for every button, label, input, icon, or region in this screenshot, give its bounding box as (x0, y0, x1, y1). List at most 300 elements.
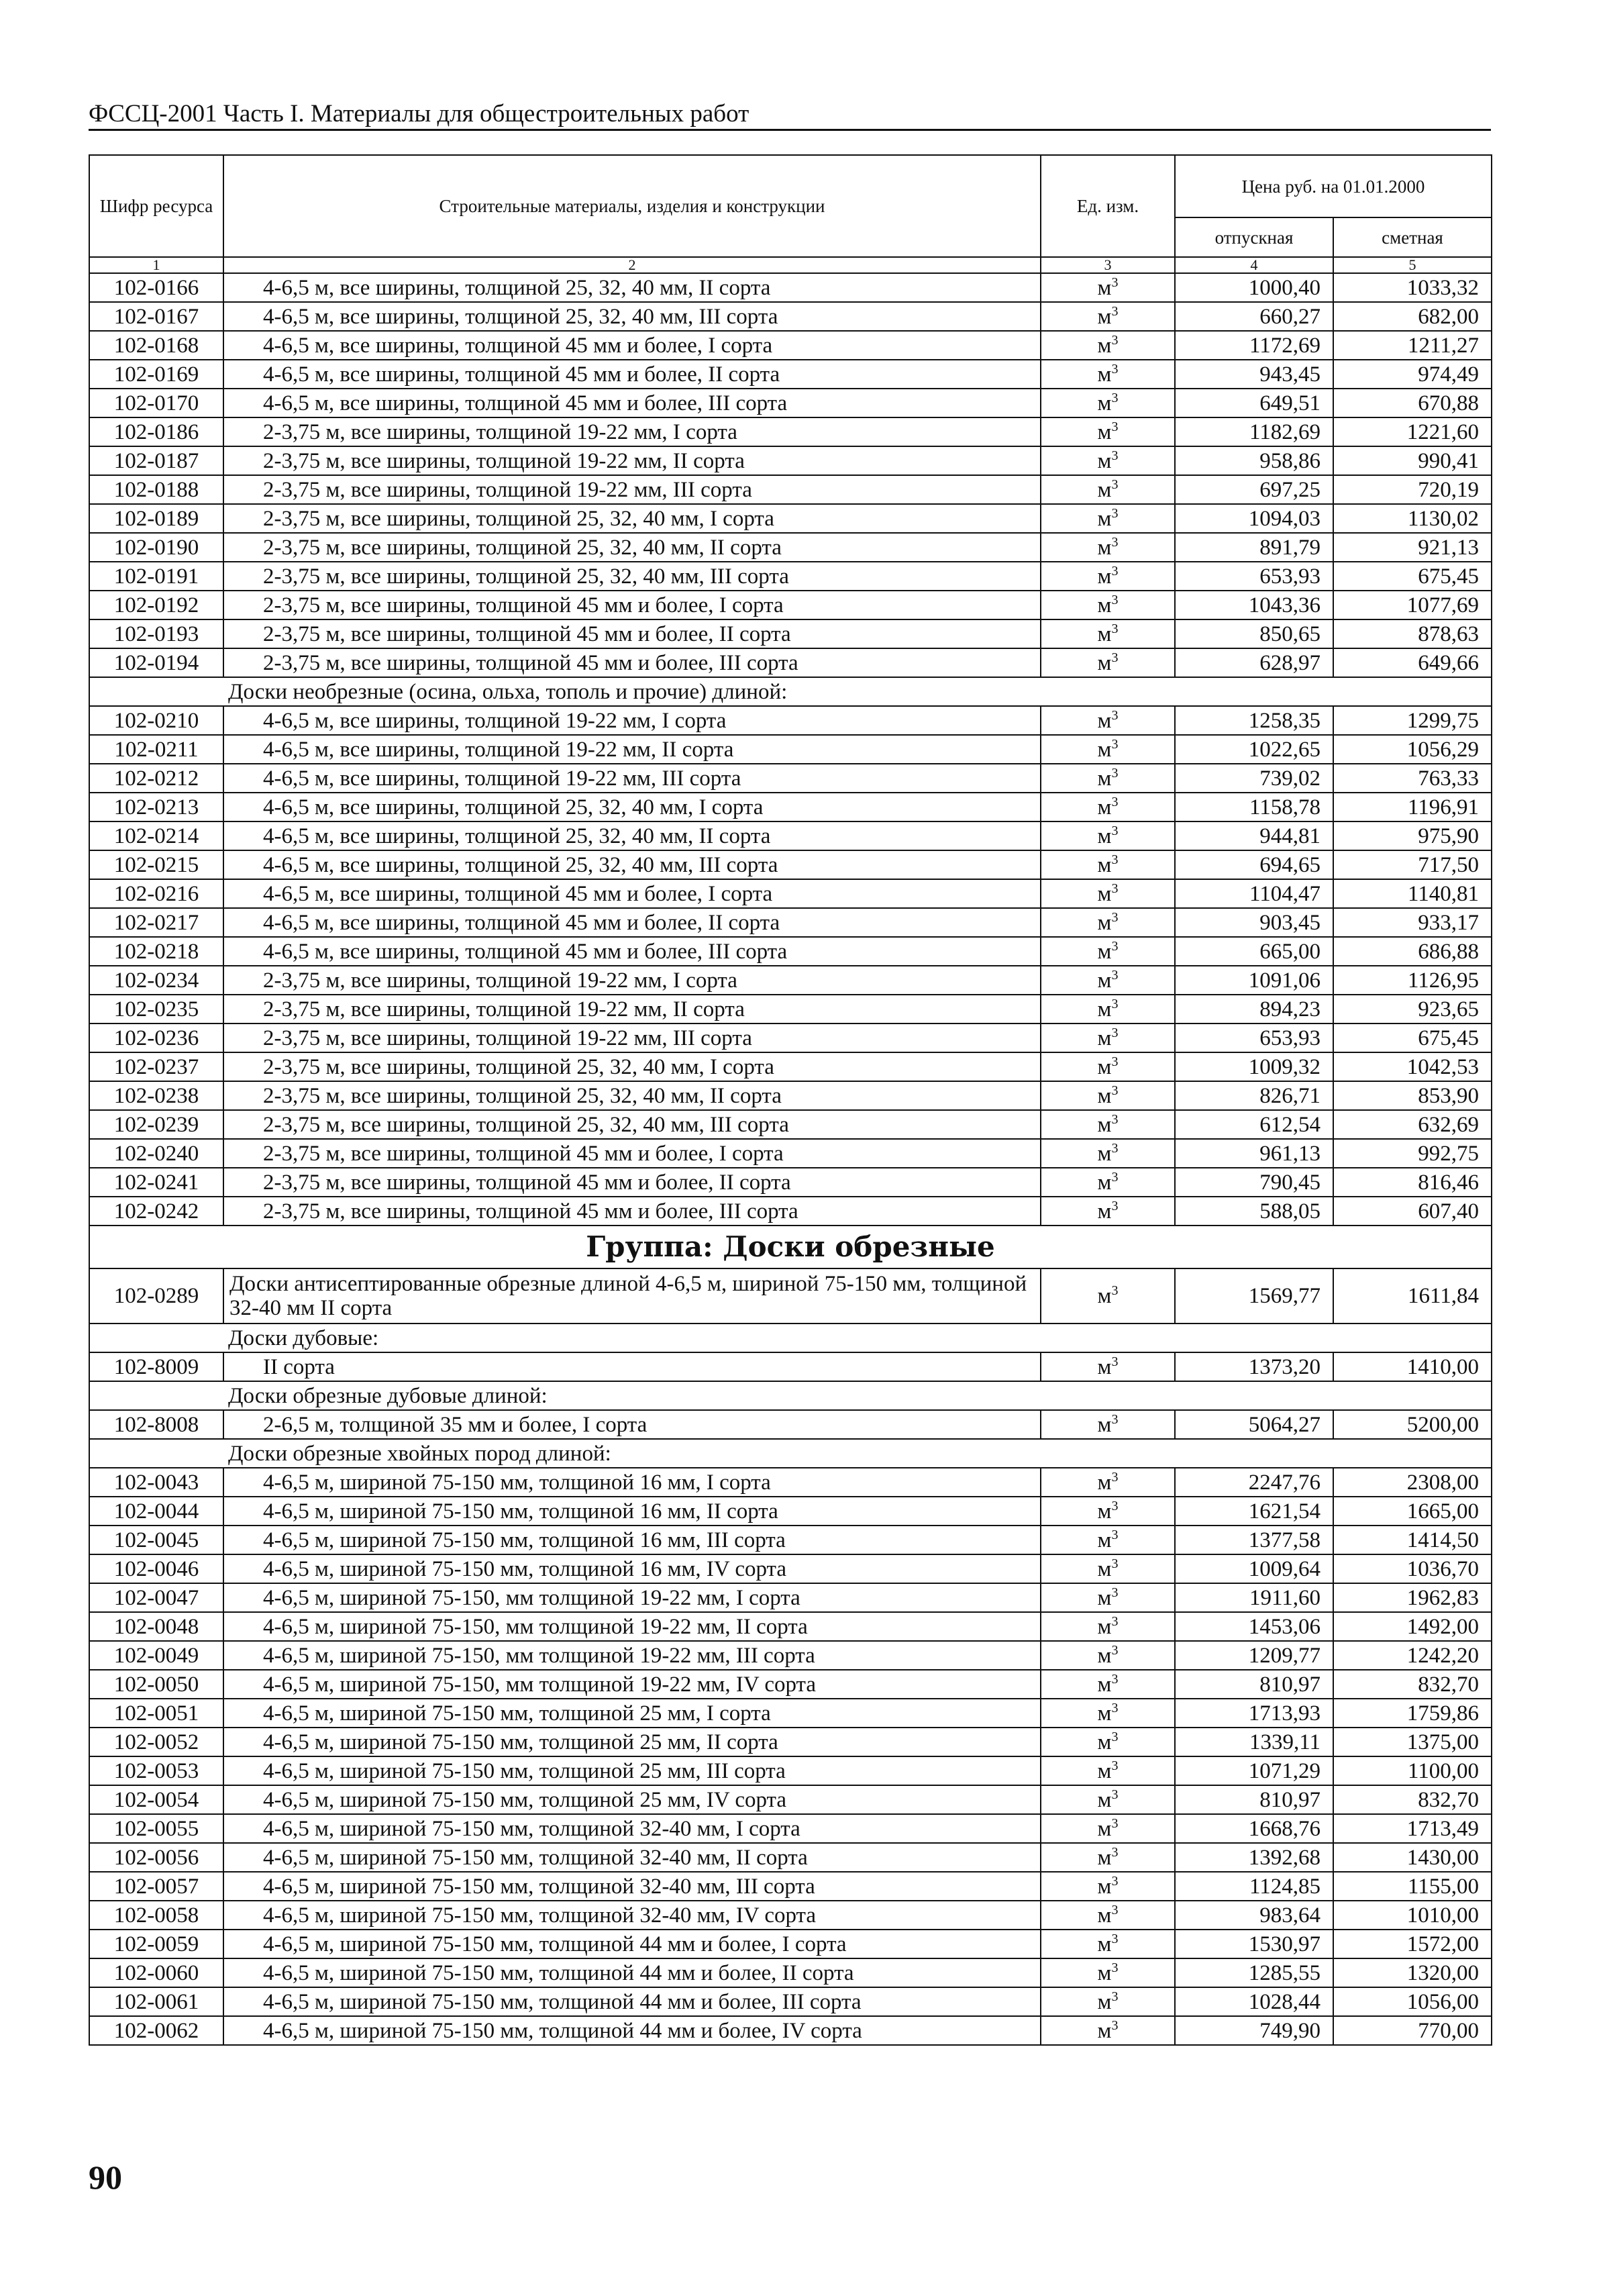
material-name: 4-6,5 м, шириной 75-150, мм толщиной 19-22 мм, III сорта (223, 1641, 1041, 1670)
resource-code: 102-0188 (89, 475, 223, 504)
release-price: 660,27 (1175, 302, 1333, 331)
unit-base: м (1097, 939, 1112, 964)
table-row (89, 793, 1492, 821)
resource-code: 102-0242 (89, 1197, 223, 1226)
resource-code: 102-0046 (89, 1554, 223, 1583)
unit-exponent: 3 (1111, 1642, 1119, 1658)
release-price: 1091,06 (1175, 966, 1333, 995)
unit-cell (1041, 1670, 1175, 1699)
unit-base: м (1097, 1170, 1112, 1195)
unit-exponent: 3 (1111, 448, 1119, 463)
material-name: 2-3,75 м, все ширины, толщиной 19-22 мм, II сорта (223, 446, 1041, 475)
release-price: 1000,40 (1175, 273, 1333, 302)
unit-exponent: 3 (1111, 534, 1119, 550)
resource-code: 102-0187 (89, 446, 223, 475)
unit-exponent: 3 (1111, 650, 1119, 665)
table-row (89, 302, 1492, 331)
table-row (89, 937, 1492, 966)
unit-cell (1041, 793, 1175, 821)
release-price: 1172,69 (1175, 331, 1333, 360)
colnum: 3 (1041, 257, 1175, 273)
section-row (89, 1381, 1492, 1410)
release-price: 891,79 (1175, 533, 1333, 562)
unit-base: м (1097, 708, 1112, 733)
table-row (89, 735, 1492, 764)
estimate-price: 1100,00 (1333, 1756, 1492, 1785)
release-price: 1453,06 (1175, 1612, 1333, 1641)
material-name: 4-6,5 м, шириной 75-150 мм, толщиной 16 мм, IV сорта (223, 1554, 1041, 1583)
resource-code: 102-0170 (89, 389, 223, 417)
resource-code: 102-0213 (89, 793, 223, 821)
material-name: 4-6,5 м, все ширины, толщиной 19-22 мм, III сорта (223, 764, 1041, 793)
material-name: 2-3,75 м, все ширины, толщиной 19-22 мм, III сорта (223, 475, 1041, 504)
release-price: 1071,29 (1175, 1756, 1333, 1785)
unit-cell (1041, 1756, 1175, 1785)
unit-cell (1041, 1024, 1175, 1052)
unit-cell (1041, 908, 1175, 937)
unit-exponent: 3 (1111, 1873, 1119, 1889)
material-name: 4-6,5 м, шириной 75-150 мм, толщиной 16 мм, III сорта (223, 1526, 1041, 1554)
estimate-price: 1196,91 (1333, 793, 1492, 821)
table-body (89, 273, 1492, 2045)
unit-base: м (1097, 448, 1112, 473)
unit-exponent: 3 (1111, 1787, 1119, 1802)
estimate-price: 992,75 (1333, 1139, 1492, 1168)
table-row (89, 1987, 1492, 2016)
unit-exponent: 3 (1111, 1585, 1119, 1600)
release-price: 961,13 (1175, 1139, 1333, 1168)
material-name: 4-6,5 м, шириной 75-150, мм толщиной 19-22 мм, I сорта (223, 1583, 1041, 1612)
estimate-price: 1056,00 (1333, 1987, 1492, 2016)
unit-base: м (1097, 1083, 1112, 1108)
estimate-price: 1962,83 (1333, 1583, 1492, 1612)
unit-exponent: 3 (1111, 1671, 1119, 1687)
estimate-price: 975,90 (1333, 821, 1492, 850)
unit-base: м (1097, 1614, 1112, 1639)
section-title: Доски необрезные (осина, ольха, тополь и прочие) длиной: (89, 677, 1492, 706)
group-row (89, 1226, 1492, 1268)
material-name: 4-6,5 м, шириной 75-150 мм, толщиной 25 мм, I сорта (223, 1699, 1041, 1728)
unit-exponent: 3 (1111, 390, 1119, 405)
material-name: 4-6,5 м, все ширины, толщиной 45 мм и более, III сорта (223, 937, 1041, 966)
material-name: 4-6,5 м, все ширины, толщиной 25, 32, 40 мм, III сорта (223, 850, 1041, 879)
unit-base: м (1097, 275, 1112, 300)
unit-cell (1041, 619, 1175, 648)
unit-exponent: 3 (1111, 1758, 1119, 1773)
table-row (89, 1901, 1492, 1930)
unit-cell (1041, 302, 1175, 331)
unit-cell (1041, 1728, 1175, 1756)
estimate-price: 1211,27 (1333, 331, 1492, 360)
group-title: Группа: Доски обрезные (89, 1226, 1492, 1268)
header-price: Цена руб. на 01.01.2000 (1175, 155, 1492, 217)
unit-cell (1041, 1468, 1175, 1497)
estimate-price: 1299,75 (1333, 706, 1492, 735)
resource-code: 102-0044 (89, 1497, 223, 1526)
release-price: 1285,55 (1175, 1958, 1333, 1987)
estimate-price: 974,49 (1333, 360, 1492, 389)
resource-code: 102-0054 (89, 1785, 223, 1814)
material-name: 2-3,75 м, все ширины, толщиной 25, 32, 40 мм, II сорта (223, 533, 1041, 562)
table-row (89, 879, 1492, 908)
estimate-price: 1140,81 (1333, 879, 1492, 908)
release-price: 1713,93 (1175, 1699, 1333, 1728)
release-price: 958,86 (1175, 446, 1333, 475)
resource-code: 102-0236 (89, 1024, 223, 1052)
unit-exponent: 3 (1111, 1025, 1119, 1040)
resource-code: 102-0240 (89, 1139, 223, 1168)
table-row (89, 446, 1492, 475)
release-price: 983,64 (1175, 1901, 1333, 1930)
table-row (89, 995, 1492, 1024)
page-header: ФССЦ-2001 Часть I. Материалы для общестроительных работ (89, 101, 1491, 131)
unit-exponent: 3 (1111, 1498, 1119, 1513)
unit-base: м (1097, 477, 1112, 502)
page-number: 90 (89, 2158, 122, 2196)
table-row (89, 1468, 1492, 1497)
unit-exponent: 3 (1111, 1527, 1119, 1542)
release-price: 790,45 (1175, 1168, 1333, 1197)
resource-code: 102-0210 (89, 706, 223, 735)
estimate-price: 878,63 (1333, 619, 1492, 648)
release-price: 649,51 (1175, 389, 1333, 417)
resource-code: 102-0211 (89, 735, 223, 764)
table-row (89, 821, 1492, 850)
unit-exponent: 3 (1111, 505, 1119, 521)
unit-exponent: 3 (1111, 563, 1119, 579)
unit-base: м (1097, 766, 1112, 791)
table-row (89, 1168, 1492, 1197)
unit-cell (1041, 1583, 1175, 1612)
estimate-price: 1665,00 (1333, 1497, 1492, 1526)
resource-code: 102-0190 (89, 533, 223, 562)
unit-exponent: 3 (1111, 736, 1119, 752)
unit-base: м (1097, 1758, 1112, 1783)
table-row (89, 1930, 1492, 1958)
unit-base: м (1097, 506, 1112, 531)
unit-base: м (1097, 1816, 1112, 1841)
resource-code: 102-0060 (89, 1958, 223, 1987)
estimate-price: 1242,20 (1333, 1641, 1492, 1670)
unit-base: м (1097, 535, 1112, 560)
unit-base: м (1097, 997, 1112, 1021)
unit-cell (1041, 1699, 1175, 1728)
resource-code: 102-0053 (89, 1756, 223, 1785)
unit-cell (1041, 735, 1175, 764)
release-price: 1124,85 (1175, 1872, 1333, 1901)
unit-cell (1041, 1641, 1175, 1670)
resource-code: 102-0167 (89, 302, 223, 331)
resource-code: 102-0061 (89, 1987, 223, 2016)
release-price: 1209,77 (1175, 1641, 1333, 1670)
material-name: 2-6,5 м, толщиной 35 мм и более, I сорта (223, 1410, 1041, 1439)
colnum: 5 (1333, 257, 1492, 273)
unit-exponent: 3 (1111, 881, 1119, 896)
table-row (89, 1641, 1492, 1670)
table-row (89, 764, 1492, 793)
unit-exponent: 3 (1111, 765, 1119, 781)
material-name: 4-6,5 м, шириной 75-150 мм, толщиной 25 мм, IV сорта (223, 1785, 1041, 1814)
resource-code: 102-0062 (89, 2016, 223, 2045)
unit-cell (1041, 562, 1175, 591)
estimate-price: 5200,00 (1333, 1410, 1492, 1439)
table-row (89, 1612, 1492, 1641)
estimate-price: 1033,32 (1333, 273, 1492, 302)
resource-code: 102-0057 (89, 1872, 223, 1901)
material-name: 4-6,5 м, все ширины, толщиной 45 мм и более, I сорта (223, 879, 1041, 908)
unit-base: м (1097, 1932, 1112, 1956)
material-name: 4-6,5 м, все ширины, толщиной 45 мм и более, II сорта (223, 360, 1041, 389)
unit-exponent: 3 (1111, 852, 1119, 867)
unit-base: м (1097, 1470, 1112, 1495)
table-row (89, 2016, 1492, 2045)
unit-exponent: 3 (1111, 1729, 1119, 1744)
material-name: 4-6,5 м, все ширины, толщиной 25, 32, 40 мм, I сорта (223, 793, 1041, 821)
unit-base: м (1097, 1730, 1112, 1754)
unit-base: м (1097, 1903, 1112, 1928)
unit-cell (1041, 1843, 1175, 1872)
material-name: 4-6,5 м, шириной 75-150 мм, толщиной 44 мм и более, IV сорта (223, 2016, 1041, 2045)
estimate-price: 1056,29 (1333, 735, 1492, 764)
material-name: 4-6,5 м, шириной 75-150 мм, толщиной 32-40 мм, II сорта (223, 1843, 1041, 1872)
table-row (89, 1728, 1492, 1756)
unit-cell (1041, 1987, 1175, 2016)
unit-cell (1041, 966, 1175, 995)
material-name: 4-6,5 м, шириной 75-150 мм, толщиной 25 мм, III сорта (223, 1756, 1041, 1785)
release-price: 1028,44 (1175, 1987, 1333, 2016)
unit-base: м (1097, 333, 1112, 358)
unit-base: м (1097, 1989, 1112, 2014)
unit-base: м (1097, 1284, 1112, 1308)
unit-cell (1041, 995, 1175, 1024)
unit-exponent: 3 (1111, 707, 1119, 723)
unit-exponent: 3 (1111, 1083, 1119, 1098)
estimate-price: 1410,00 (1333, 1352, 1492, 1381)
unit-cell (1041, 1785, 1175, 1814)
unit-cell (1041, 1268, 1175, 1324)
estimate-price: 921,13 (1333, 533, 1492, 562)
material-name: 4-6,5 м, шириной 75-150 мм, толщиной 44 мм и более, II сорта (223, 1958, 1041, 1987)
section-title: Доски обрезные хвойных пород длиной: (89, 1439, 1492, 1468)
section-row (89, 677, 1492, 706)
release-price: 588,05 (1175, 1197, 1333, 1226)
table-row (89, 1958, 1492, 1987)
unit-cell (1041, 2016, 1175, 2045)
estimate-price: 763,33 (1333, 764, 1492, 793)
table-row (89, 1052, 1492, 1081)
release-price: 1621,54 (1175, 1497, 1333, 1526)
material-name: 4-6,5 м, все ширины, толщиной 45 мм и более, II сорта (223, 908, 1041, 937)
unit-exponent: 3 (1111, 938, 1119, 954)
material-name: 4-6,5 м, все ширины, толщиной 19-22 мм, II сорта (223, 735, 1041, 764)
unit-exponent: 3 (1111, 1960, 1119, 1975)
unit-cell (1041, 1197, 1175, 1226)
table-row (89, 850, 1492, 879)
material-name: 4-6,5 м, все ширины, толщиной 45 мм и более, III сорта (223, 389, 1041, 417)
release-price: 1022,65 (1175, 735, 1333, 764)
header-name: Строительные материалы, изделия и конструкции (223, 155, 1041, 257)
estimate-price: 1036,70 (1333, 1554, 1492, 1583)
unit-base: м (1097, 737, 1112, 762)
table-row (89, 966, 1492, 995)
release-price: 826,71 (1175, 1081, 1333, 1110)
release-price: 1569,77 (1175, 1268, 1333, 1324)
unit-exponent: 3 (1111, 1613, 1119, 1629)
release-price: 1258,35 (1175, 706, 1333, 735)
unit-exponent: 3 (1111, 592, 1119, 607)
unit-cell (1041, 879, 1175, 908)
estimate-price: 670,88 (1333, 389, 1492, 417)
unit-base: м (1097, 1528, 1112, 1552)
resource-code: 102-0048 (89, 1612, 223, 1641)
release-price: 628,97 (1175, 648, 1333, 677)
unit-cell (1041, 1497, 1175, 1526)
table-row (89, 1081, 1492, 1110)
table-row (89, 1197, 1492, 1226)
release-price: 653,93 (1175, 1024, 1333, 1052)
unit-exponent: 3 (1111, 361, 1119, 377)
unit-cell (1041, 446, 1175, 475)
release-price: 1530,97 (1175, 1930, 1333, 1958)
unit-base: м (1097, 1141, 1112, 1166)
table-row (89, 1699, 1492, 1728)
material-name: 2-3,75 м, все ширины, толщиной 25, 32, 40 мм, II сорта (223, 1081, 1041, 1110)
resource-code: 102-0237 (89, 1052, 223, 1081)
header-code: Шифр ресурса (89, 155, 223, 257)
estimate-price: 1611,84 (1333, 1268, 1492, 1324)
release-price: 903,45 (1175, 908, 1333, 937)
unit-exponent: 3 (1111, 1283, 1119, 1298)
unit-exponent: 3 (1111, 419, 1119, 434)
unit-cell (1041, 389, 1175, 417)
material-name: 4-6,5 м, шириной 75-150 мм, толщиной 16 мм, I сорта (223, 1468, 1041, 1497)
release-price: 1182,69 (1175, 417, 1333, 446)
unit-base: м (1097, 564, 1112, 589)
estimate-price: 816,46 (1333, 1168, 1492, 1197)
release-price: 850,65 (1175, 619, 1333, 648)
material-name: 4-6,5 м, шириной 75-150 мм, толщиной 32-40 мм, I сорта (223, 1814, 1041, 1843)
table-row (89, 648, 1492, 677)
resource-code: 102-0166 (89, 273, 223, 302)
material-name: 2-3,75 м, все ширины, толщиной 45 мм и более, I сорта (223, 1139, 1041, 1168)
table-row (89, 706, 1492, 735)
estimate-price: 1155,00 (1333, 1872, 1492, 1901)
release-price: 665,00 (1175, 937, 1333, 966)
material-name: 2-3,75 м, все ширины, толщиной 45 мм и более, I сорта (223, 591, 1041, 619)
unit-cell (1041, 1612, 1175, 1641)
table-row (89, 1785, 1492, 1814)
unit-exponent: 3 (1111, 1700, 1119, 1715)
release-price: 2247,76 (1175, 1468, 1333, 1497)
material-name: 4-6,5 м, шириной 75-150 мм, толщиной 44 мм и более, III сорта (223, 1987, 1041, 2016)
unit-base: м (1097, 1556, 1112, 1581)
section-title: Доски обрезные дубовые длиной: (89, 1381, 1492, 1410)
table-row (89, 504, 1492, 533)
unit-cell (1041, 648, 1175, 677)
unit-cell (1041, 821, 1175, 850)
table-row (89, 533, 1492, 562)
colnum: 1 (89, 257, 223, 273)
resource-code: 102-8009 (89, 1352, 223, 1381)
release-price: 1104,47 (1175, 879, 1333, 908)
release-price: 1009,32 (1175, 1052, 1333, 1081)
unit-base: м (1097, 795, 1112, 819)
unit-exponent: 3 (1111, 1198, 1119, 1213)
material-name: 4-6,5 м, шириной 75-150, мм толщиной 19-22 мм, IV сорта (223, 1670, 1041, 1699)
material-name: 2-3,75 м, все ширины, толщиной 19-22 мм, I сорта (223, 417, 1041, 446)
unit-base: м (1097, 1960, 1112, 1985)
unit-base: м (1097, 1874, 1112, 1899)
estimate-price: 1414,50 (1333, 1526, 1492, 1554)
resource-code: 102-0058 (89, 1901, 223, 1930)
unit-base: м (1097, 968, 1112, 993)
release-price: 1668,76 (1175, 1814, 1333, 1843)
unit-exponent: 3 (1111, 1354, 1119, 1369)
unit-exponent: 3 (1111, 1989, 1119, 2004)
resource-code: 102-0191 (89, 562, 223, 591)
unit-cell (1041, 1872, 1175, 1901)
estimate-price: 853,90 (1333, 1081, 1492, 1110)
unit-base: м (1097, 593, 1112, 617)
table-row (89, 273, 1492, 302)
unit-exponent: 3 (1111, 1169, 1119, 1185)
resource-code: 102-0239 (89, 1110, 223, 1139)
unit-cell (1041, 1901, 1175, 1930)
unit-exponent: 3 (1111, 1844, 1119, 1860)
resource-code: 102-0168 (89, 331, 223, 360)
unit-exponent: 3 (1111, 1556, 1119, 1571)
unit-cell (1041, 1958, 1175, 1987)
unit-base: м (1097, 1026, 1112, 1050)
unit-cell (1041, 417, 1175, 446)
material-name: 4-6,5 м, шириной 75-150 мм, толщиной 44 мм и более, I сорта (223, 1930, 1041, 1958)
material-name: 2-3,75 м, все ширины, толщиной 25, 32, 40 мм, III сорта (223, 562, 1041, 591)
resource-code: 102-0056 (89, 1843, 223, 1872)
resource-code: 102-0238 (89, 1081, 223, 1110)
section-title: Доски дубовые: (89, 1324, 1492, 1352)
table-row (89, 360, 1492, 389)
unit-exponent: 3 (1111, 1902, 1119, 1917)
unit-base: м (1097, 1672, 1112, 1697)
unit-cell (1041, 1526, 1175, 1554)
resource-code: 102-0215 (89, 850, 223, 879)
unit-cell (1041, 273, 1175, 302)
table-row (89, 1497, 1492, 1526)
material-name: 2-3,75 м, все ширины, толщиной 45 мм и более, III сорта (223, 1197, 1041, 1226)
unit-base: м (1097, 910, 1112, 935)
unit-base: м (1097, 419, 1112, 444)
resource-code: 102-0043 (89, 1468, 223, 1497)
resource-code: 102-0169 (89, 360, 223, 389)
unit-base: м (1097, 621, 1112, 646)
estimate-price: 720,19 (1333, 475, 1492, 504)
unit-cell (1041, 1110, 1175, 1139)
estimate-price: 933,17 (1333, 908, 1492, 937)
material-name: 4-6,5 м, все ширины, толщиной 45 мм и более, I сорта (223, 331, 1041, 360)
release-price: 810,97 (1175, 1785, 1333, 1814)
resource-code: 102-0234 (89, 966, 223, 995)
table-row (89, 591, 1492, 619)
material-name: 4-6,5 м, шириной 75-150 мм, толщиной 25 мм, II сорта (223, 1728, 1041, 1756)
unit-exponent: 3 (1111, 1469, 1119, 1485)
unit-base: м (1097, 304, 1112, 329)
header-estimate-price: сметная (1333, 217, 1492, 257)
estimate-price: 1759,86 (1333, 1699, 1492, 1728)
table-row (89, 1410, 1492, 1439)
unit-exponent: 3 (1111, 2017, 1119, 2033)
unit-exponent: 3 (1111, 1054, 1119, 1069)
release-price: 944,81 (1175, 821, 1333, 850)
